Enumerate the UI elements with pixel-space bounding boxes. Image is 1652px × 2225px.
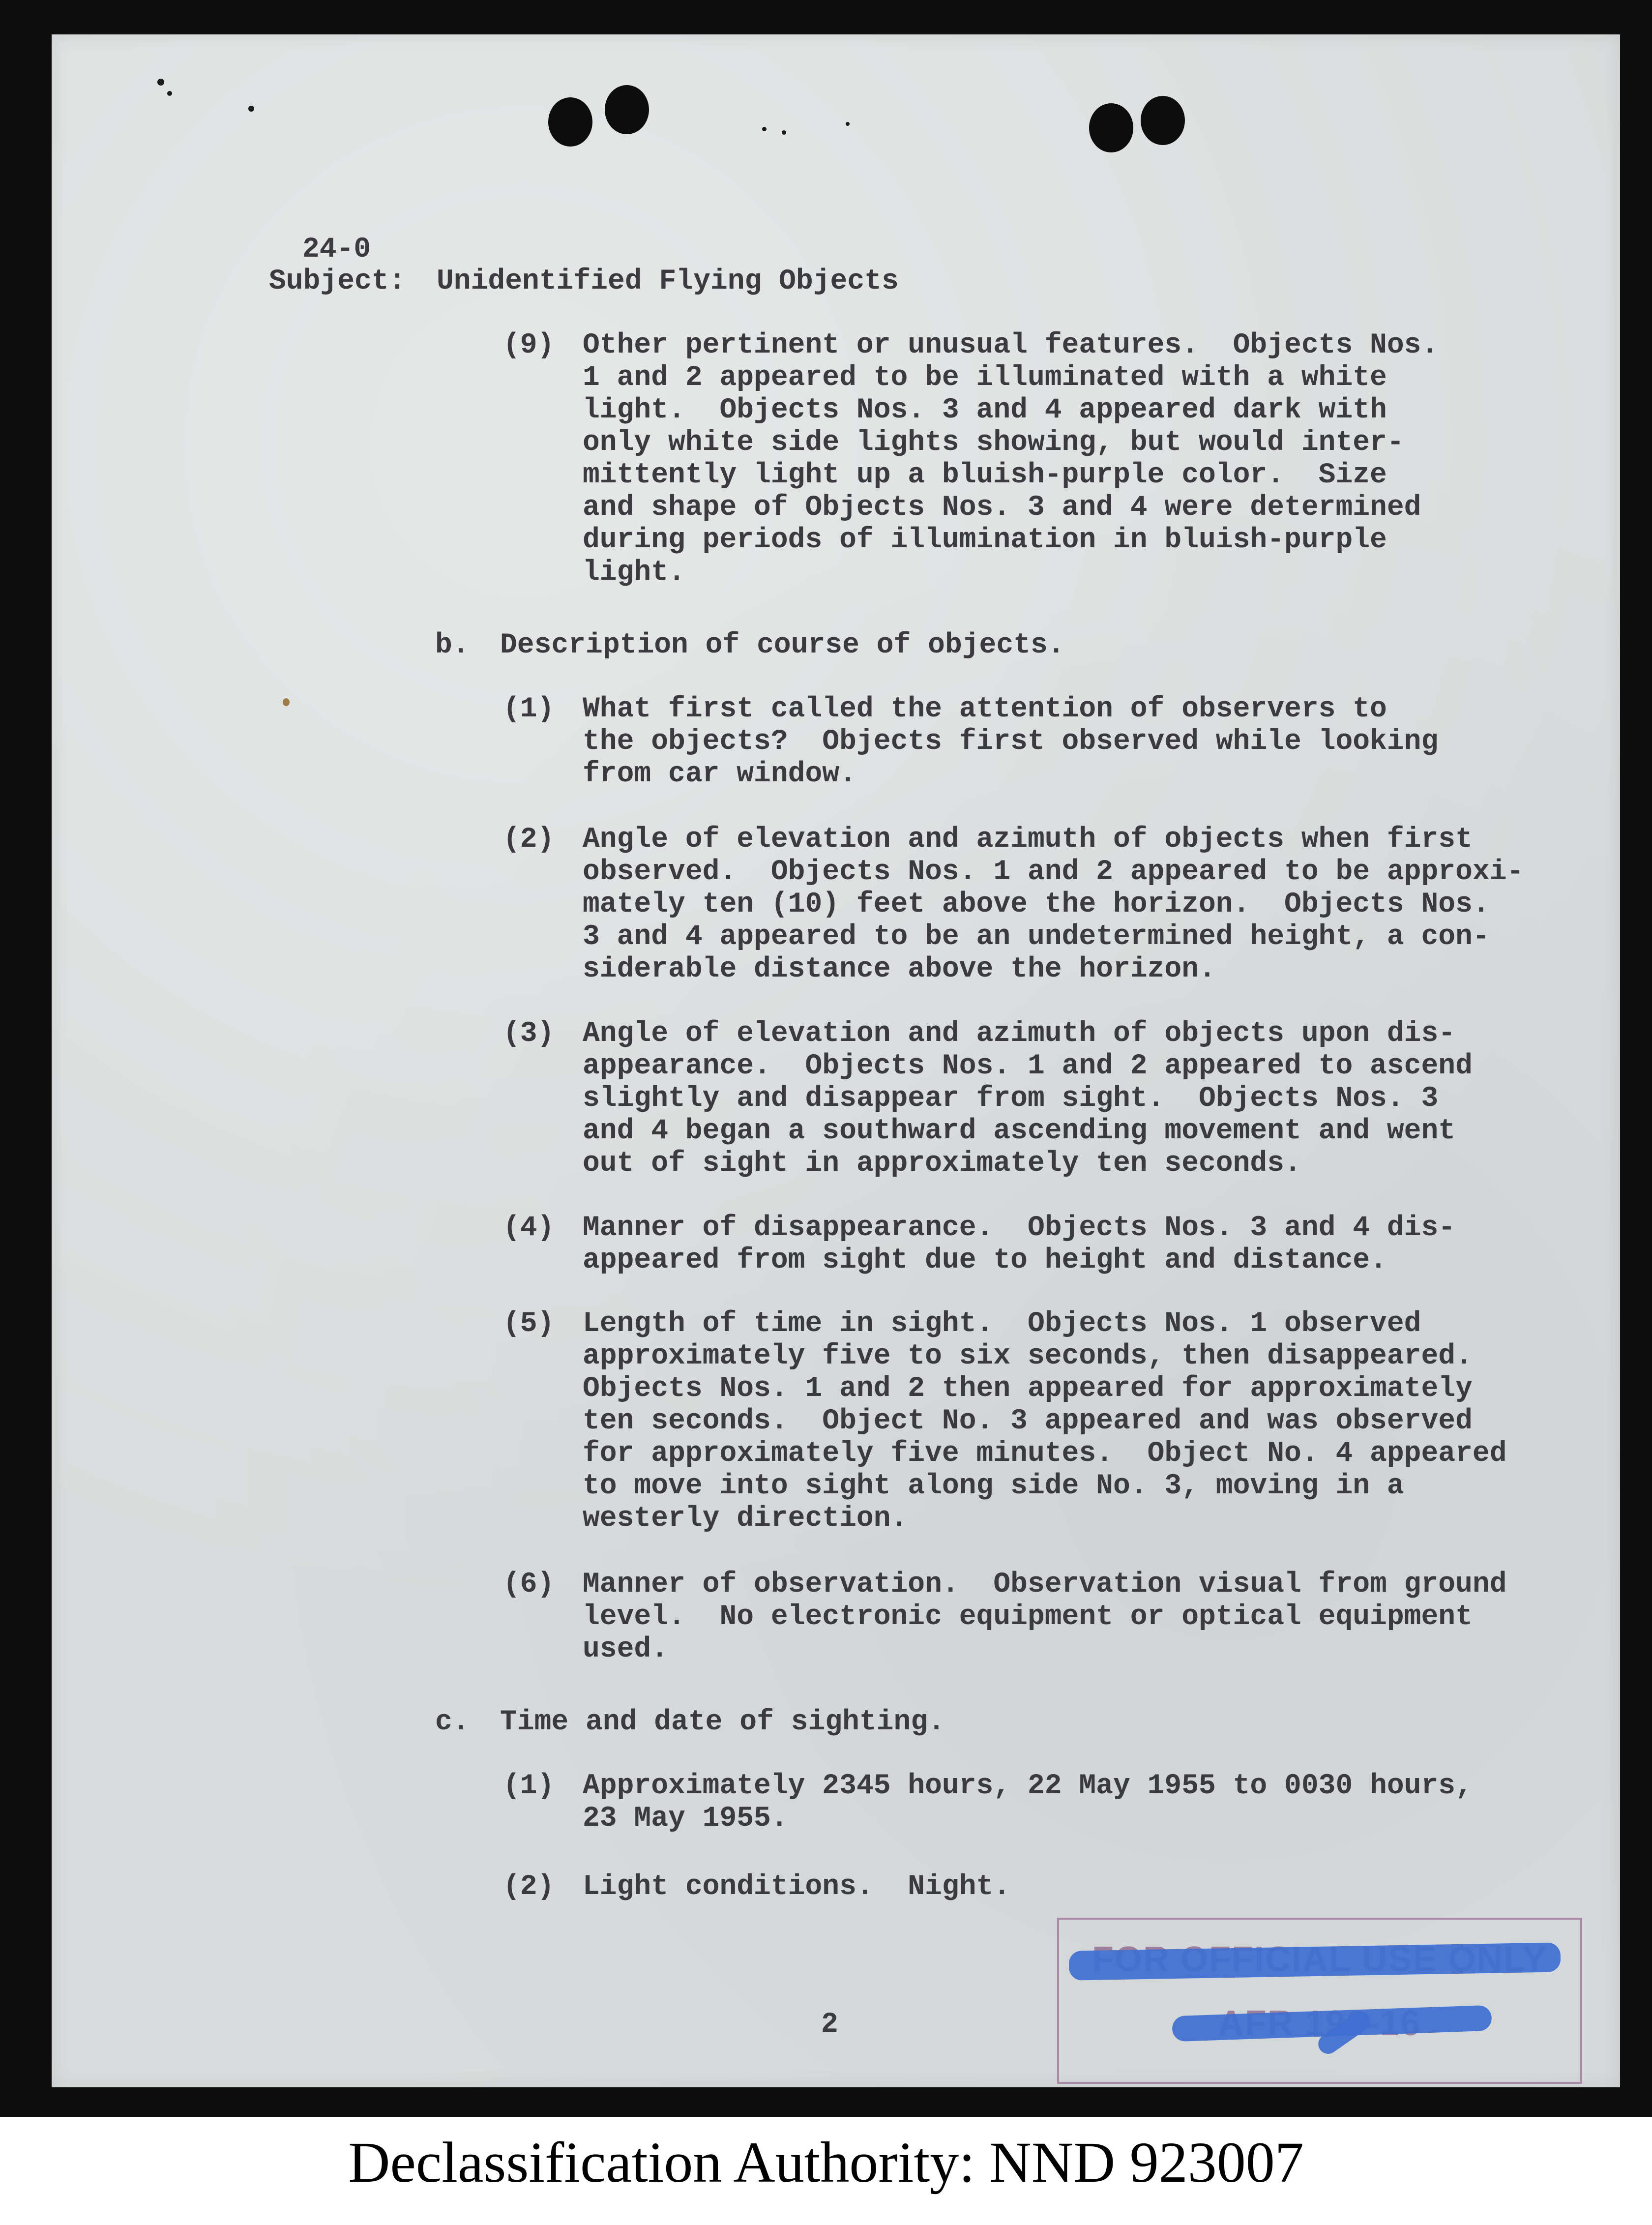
- scan-speck: [157, 79, 164, 86]
- item-number: (1): [503, 1770, 555, 1802]
- item-number: (3): [503, 1018, 555, 1050]
- scan-speck: [283, 698, 290, 706]
- punch-hole: [1141, 96, 1185, 145]
- item-number: (9): [503, 329, 555, 361]
- punch-hole: [1089, 103, 1133, 152]
- item-text: What first called the attention of observers to the objects? Objects first observed while looking from car window.: [583, 693, 1439, 790]
- subject-label: Subject:: [269, 266, 406, 297]
- item-text: Length of time in sight. Objects Nos. 1 observed approximately five to six seconds, then disappeared. Objects Nos. 1 and 2 then appeared for approximately ten seconds. Object No. 3 appeared and was observed for approximately five minutes. Object No. 4 appeared to move into sight along side No. 3, moving in a westerly direction.: [583, 1308, 1507, 1535]
- subject-title: Unidentified Flying Objects: [437, 266, 899, 297]
- page-number: 2: [821, 2009, 838, 2041]
- scan-speck: [248, 106, 254, 112]
- item-number: (2): [503, 1871, 555, 1903]
- item-text: Angle of elevation and azimuth of objects upon dis- appearance. Objects Nos. 1 and 2 appeared to ascend slightly and disappear from sight. Objects Nos. 3 and 4 began a southward ascending movement and went out of sight in approximately ten seconds.: [583, 1018, 1473, 1180]
- item-number: (5): [503, 1308, 555, 1340]
- classification-stamp: [1057, 1918, 1582, 2084]
- section-heading: Time and date of sighting.: [500, 1706, 945, 1738]
- scan-speck: [846, 122, 850, 126]
- item-text: Approximately 2345 hours, 22 May 1955 to 0030 hours, 23 May 1955.: [583, 1770, 1473, 1835]
- section-letter: c.: [435, 1706, 470, 1738]
- item-text: Manner of disappearance. Objects Nos. 3 and 4 dis- appeared from sight due to height and distance.: [583, 1212, 1456, 1276]
- scan-speck: [782, 130, 786, 135]
- section-heading: Description of course of objects.: [500, 629, 1065, 661]
- section-letter: b.: [435, 629, 470, 661]
- item-number: (2): [503, 824, 555, 856]
- punch-hole: [548, 97, 592, 147]
- scan-speck: [762, 127, 767, 131]
- item-number: (6): [503, 1569, 555, 1601]
- item-number: (1): [503, 693, 555, 725]
- item-text: Manner of observation. Observation visual from ground level. No electronic equipment or optical equipment used.: [583, 1569, 1507, 1665]
- declassification-footer: Declassification Authority: NND 923007: [348, 2130, 1304, 2195]
- item-text: Angle of elevation and azimuth of objects when first observed. Objects Nos. 1 and 2 appeared to be approxi- mately ten (10) feet above the horizon. Objects Nos. 3 and 4 appeared to be an undetermined height, a con- siderable distance above the horizon.: [583, 824, 1524, 985]
- item-text: Light conditions. Night.: [583, 1871, 1011, 1903]
- scan-speck: [167, 91, 172, 96]
- punch-hole: [605, 85, 649, 134]
- item-text: Other pertinent or unusual features. Objects Nos. 1 and 2 appeared to be illuminated with a white light. Objects Nos. 3 and 4 appeared dark with only white side lights showing, but would inter- mittently light up a bluish-purple color. Size and shape of Objects Nos. 3 and 4 were determined during periods of illumination in bluish-purple light.: [583, 329, 1439, 589]
- file-reference: 24-0: [302, 234, 371, 266]
- document-page: [52, 34, 1620, 2087]
- item-number: (4): [503, 1212, 555, 1244]
